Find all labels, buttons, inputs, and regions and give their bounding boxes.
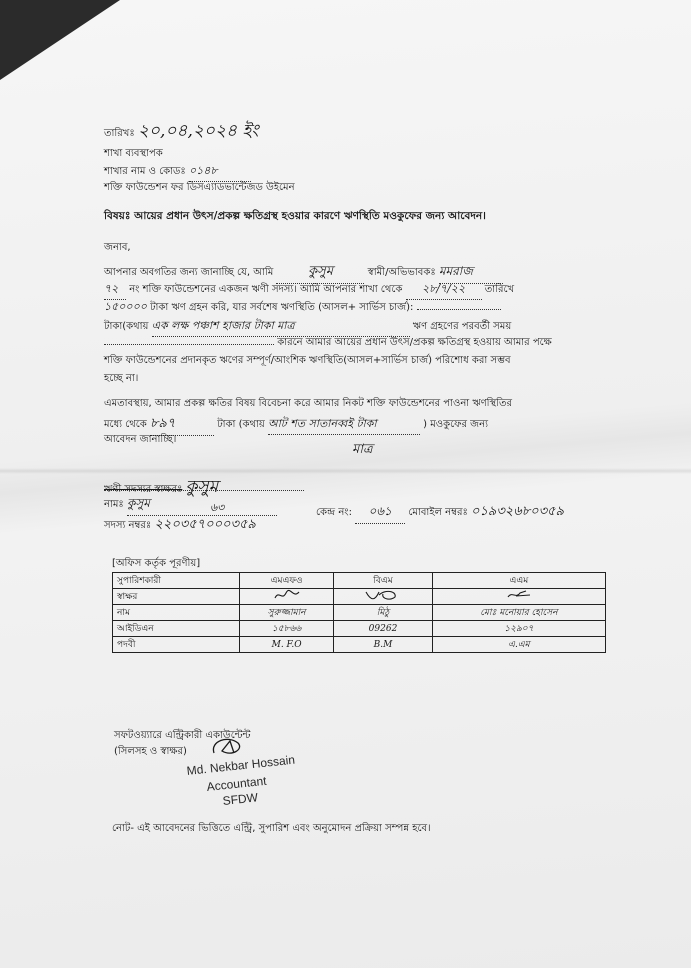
footer-note: নোট- এই আবেদনের ভিত্তিতে এন্ট্রি, সুপারিশ এবং অনুমোদন প্রক্রিয়া সম্পন্ন হবে। bbox=[112, 823, 431, 834]
table-cell: স্বাক্ষর bbox=[113, 589, 240, 605]
table-cell: মোঃ মনোয়ার হোসেন bbox=[432, 605, 605, 621]
table-cell: 09262 bbox=[334, 621, 433, 637]
body-text: টাকা (কথায় bbox=[217, 419, 265, 430]
table-cell: এ.এম bbox=[432, 637, 605, 653]
table-cell bbox=[432, 589, 605, 605]
kendra-mobile-line bbox=[316, 502, 564, 524]
body-text: নং শক্তি ফাউন্ডেশনের একজন ঋণী সদস্য। আমি আপনার শাখা থেকে bbox=[129, 284, 403, 295]
recipient-line1: শাখা ব্যবস্থাপক bbox=[104, 148, 163, 159]
table-cell bbox=[240, 589, 334, 605]
salutation: জনাব, bbox=[104, 242, 131, 253]
body-line-6: শক্তি ফাউন্ডেশনের প্রদানকৃত ঋণের সম্পূর্ণ/আংশিক ঋণস্থিতি(আসল+সার্ভিস চার্জ) পরিশোধ করা সম্ভব bbox=[104, 355, 511, 366]
para2-line-1: এমতাবস্থায়, আমার প্রকল্প ক্ষতির বিষয় বিবেচনা করে আমার নিকট শক্তি ফাউন্ডেশনের পাওনা ঋণস্থিতির bbox=[104, 398, 513, 409]
kendra-label: কেন্দ্র নং: bbox=[316, 507, 352, 518]
para2-line-3: আবেদন জানাচ্ছি। bbox=[104, 434, 177, 445]
signature-mark bbox=[273, 589, 301, 601]
table-row bbox=[113, 621, 606, 637]
office-table bbox=[112, 572, 606, 653]
blank-line bbox=[417, 309, 501, 310]
branch-code: ০১৪৮ bbox=[189, 162, 251, 182]
blank-line bbox=[104, 344, 274, 345]
body-line-3 bbox=[104, 298, 501, 317]
table-cell: ১২৯০৭ bbox=[432, 621, 605, 637]
body-text: টাকা(কথায় bbox=[104, 321, 149, 332]
seal-title: Accountant bbox=[206, 773, 268, 794]
mobile-label: মোবাইল নম্বরঃ bbox=[408, 507, 468, 518]
table-cell: সুরুজ্জামান bbox=[240, 605, 334, 621]
body-text: মধ্যে থেকে bbox=[104, 419, 147, 430]
waiver-amount: ৮৯৭ bbox=[150, 414, 214, 436]
waiver-amount-words: আট শত সাতানব্বই টাকা bbox=[268, 415, 420, 435]
signature-rule bbox=[104, 490, 304, 491]
body-line-7: হচ্ছে না। bbox=[104, 373, 139, 384]
accountant-line1: সফটওয়্যারে এন্ট্রিকারী একাউন্টেন্ট bbox=[114, 730, 251, 741]
body-text: আপনার অবগতির জন্য জানাচ্ছি যে, আমি bbox=[104, 267, 274, 278]
recipient-line2 bbox=[104, 162, 251, 182]
kendra-number: ০৬১ bbox=[355, 503, 405, 524]
member-number-line bbox=[104, 515, 256, 536]
body-text: স্বামী/অভিভাবকঃ bbox=[367, 267, 436, 278]
table-cell: ১৫৮৬৬ bbox=[240, 621, 334, 637]
table-header-row bbox=[113, 573, 606, 589]
recipient-line3: শক্তি ফাউন্ডেশন ফর ডিসএ্যাডভান্টেজড উইমেন bbox=[104, 182, 295, 193]
branch-label: শাখার নাম ও কোডঃ bbox=[104, 166, 186, 177]
signature-label: ঋণী সদস্যর স্বাক্ষরঃ bbox=[104, 484, 183, 495]
member-serial: ৭২ bbox=[104, 280, 126, 300]
table-row bbox=[113, 637, 606, 653]
loan-date: ২৮/৭/২২ bbox=[406, 280, 482, 300]
seal-name: Md. Nekbar Hossain bbox=[186, 752, 296, 778]
date-label: তারিখঃ bbox=[104, 128, 135, 139]
table-cell: পদবী bbox=[113, 637, 240, 653]
member-number: ২২০৩৫৭০০০৩৫৯ bbox=[154, 517, 256, 532]
table-cell: এএম bbox=[432, 573, 605, 589]
table-cell: বিএম bbox=[334, 573, 433, 589]
date-line bbox=[104, 118, 259, 146]
table-cell: M. F.O bbox=[240, 637, 334, 653]
loan-amount: ১৫০০০০ bbox=[104, 300, 147, 313]
subject: বিষয়ঃ আয়ের প্রধান উৎস/প্রকল্প ক্ষতিগ্রস্থ হওয়ার কারণে ঋণস্থিতি মওকুফের জন্য আবেদন। bbox=[104, 210, 486, 222]
name-label: নামঃ bbox=[104, 499, 124, 510]
table-cell: আইডিএন bbox=[113, 621, 240, 637]
borrower-signature: কুসুম bbox=[185, 477, 219, 497]
body-line-2 bbox=[104, 280, 514, 300]
guardian-name: মমরাজ bbox=[439, 263, 503, 284]
table-row bbox=[113, 589, 606, 605]
date-value: ২০,০৪,২০২৪ ইং bbox=[137, 121, 259, 141]
signature-mark bbox=[504, 589, 534, 601]
amount-in-words: এক লক্ষ পঞ্চাশ হাজার টাকা মাত্র bbox=[152, 317, 410, 337]
applicant-name: কুসুম bbox=[276, 262, 364, 284]
member-number-label: সদস্য নম্বরঃ bbox=[104, 520, 152, 531]
table-cell: মিঠু bbox=[334, 605, 433, 621]
borrower-name-line bbox=[104, 495, 277, 516]
scan-corner-shadow bbox=[0, 0, 120, 80]
signature-mark bbox=[363, 589, 403, 601]
table-cell bbox=[334, 589, 433, 605]
extra-number: ৬৩ bbox=[210, 501, 225, 514]
borrower-name: কুসুম bbox=[127, 495, 277, 516]
table-cell: নাম bbox=[113, 605, 240, 621]
body-line-5 bbox=[104, 335, 552, 352]
table-cell: সুপারিশকারী bbox=[113, 573, 240, 589]
mobile-number: ০১৯৩২৬৮০৩৫৯ bbox=[471, 504, 564, 519]
body-line-4 bbox=[104, 317, 511, 337]
waiver-words-continued: মাত্র bbox=[352, 442, 373, 457]
body-text: কারনে আমার আয়ের প্রধান উৎস/প্রকল্প ক্ষতিগ্রস্থ হওয়ায় আমার পক্ষে bbox=[277, 337, 552, 348]
office-title: [অফিস কর্তৃক পূরণীয়] bbox=[112, 558, 201, 569]
seal-org: SFDW bbox=[222, 790, 259, 808]
body-text: ) মওকুফের জন্য bbox=[423, 419, 488, 430]
table-cell: B.M bbox=[334, 637, 433, 653]
body-text: ঋণ গ্রহণের পরবর্তী সময় bbox=[412, 321, 512, 332]
table-cell: এমএফও bbox=[240, 573, 334, 589]
body-text: টাকা ঋণ গ্রহন করি, যার সর্বশেষ ঋণস্থিতি (আসল+ সার্ভিস চার্জ): bbox=[150, 302, 414, 313]
body-text: তারিখে bbox=[484, 284, 515, 295]
table-row bbox=[113, 605, 606, 621]
accountant-signature bbox=[208, 733, 248, 759]
accountant-line2: (সিলসহ ও স্বাক্ষর) bbox=[114, 746, 187, 757]
